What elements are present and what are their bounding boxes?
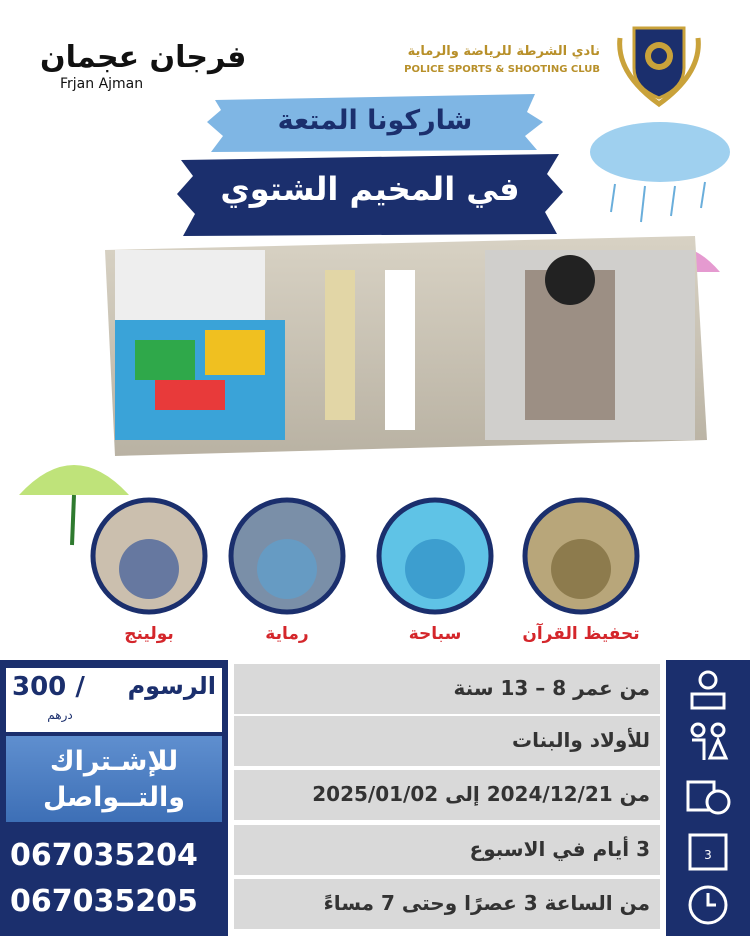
clock-icon [684, 883, 732, 927]
frjan-ajman-logo-english: Frjan Ajman [60, 76, 144, 92]
info-row-text: للأولاد والبنات [512, 728, 650, 752]
banner-title-line1: شاركونا المتعة [277, 105, 473, 136]
info-row-text: 3 أيام في الاسبوع [469, 837, 650, 861]
calendar-clock-icon [684, 774, 732, 818]
rain-cloud-icon [585, 112, 735, 232]
activity-label: سباحة [408, 624, 462, 644]
fees-label: الرسوم [127, 672, 216, 700]
subscribe-line2: والتــواصل [42, 782, 186, 813]
person-at-desk-icon [684, 668, 732, 712]
info-row-text: من عمر 8 – 13 سنة [453, 676, 650, 700]
subscribe-text [10, 744, 218, 816]
shooting-range-photo [228, 497, 346, 615]
svg-text:3: 3 [704, 848, 712, 862]
info-row-text: من 2024/12/21 إلى 2025/01/02 [312, 782, 650, 806]
frjan-ajman-logo-arabic: فرجان عجمان [40, 40, 247, 75]
phone-number-1[interactable]: 067035204 [10, 838, 198, 873]
bowling-photo [90, 497, 208, 615]
club-name-english: POLICE SPORTS & SHOOTING CLUB [404, 64, 600, 75]
fees-value: 300 / [12, 672, 85, 702]
activity-label: تحفيظ القرآن [522, 624, 640, 644]
subscribe-line1: للإشـتراك [49, 746, 179, 777]
club-name-arabic: نادي الشرطة للرياضة والرماية [407, 44, 600, 59]
3-days-calendar-icon [684, 829, 732, 873]
activity-label: بولينج [124, 624, 174, 644]
info-row-text: من الساعة 3 عصرًا وحتى 7 مساءً [323, 891, 650, 915]
phone-number-2[interactable]: 067035205 [10, 884, 198, 919]
fees-currency: درهم [47, 708, 73, 722]
banner-title-line2: في المخيم الشتوي [220, 170, 520, 208]
boy-girl-icon [684, 720, 732, 764]
police-club-crest-icon [612, 18, 706, 108]
winter-camp-photo [95, 230, 715, 460]
activity-label: رماية [265, 624, 309, 644]
quran-memorization-photo [522, 497, 640, 615]
swimming-photo [376, 497, 494, 615]
